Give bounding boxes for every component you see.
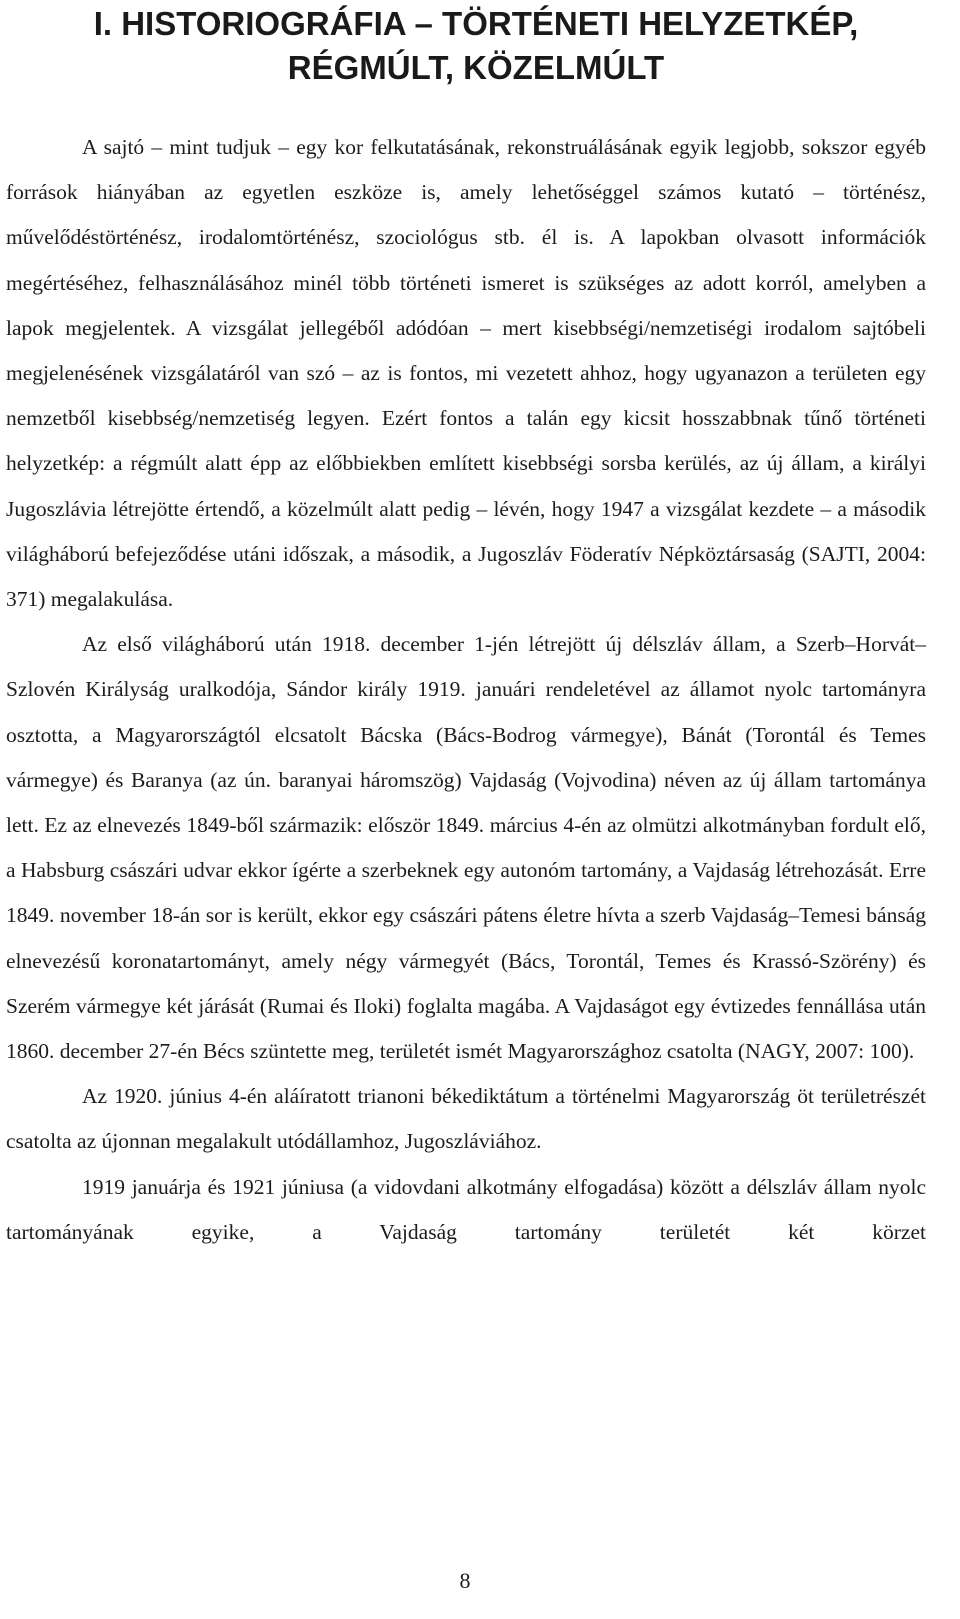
body-text: [6, 125, 926, 1255]
paragraph-3: Az 1920. június 4-én aláíratott trianoni békediktátum a történelmi Magyarország öt területrészét csatolta az újonnan megalakult utódállamhoz, Jugoszláviához.: [6, 1084, 926, 1154]
chapter-heading-line-1: I. HISTORIOGRÁFIA – TÖRTÉNETI HELYZETKÉP,: [93, 5, 859, 42]
chapter-heading-line-2: RÉGMÚLT, KÖZELMÚLT: [287, 49, 665, 86]
paragraph-1: A sajtó – mint tudjuk – egy kor felkutatásának, rekonstruálásának egyik legjobb, sokszor egyéb források hiányában az egyetlen eszköze is, amely lehetőséggel számos kutató – történész, művelődéstörténész, irodalomtörténész, szociológus stb. él is. A lapokban olvasott információk megértéséhez, felhasználásához minél több történeti ismeret is szükséges az adott korról, amelyben a lapok megjelentek. A vizsgálat jellegéből adódóan – mert kisebbségi/nemzetiségi irodalom sajtóbeli megjelenésének vizsgálatáról van szó – az is fontos, mi vezetett ahhoz, hogy ugyanazon a területen egy nemzetből kisebbség/nemzetiség legyen. Ezért fontos a talán egy kicsit hosszabbnak tűnő történeti helyzetkép: a régmúlt alatt épp az előbbiekben említett kisebbségi sorsba kerülés, az új állam, a királyi Jugoszlávia létrejötte értendő, a közelmúlt alatt pedig – lévén, hogy 1947 a vizsgálat kezdete – a második világháború befejeződése utáni időszak, a második, a Jugoszláv Föderatív Népköztársaság (SAJTI, 2004: 371) megalakulása.: [6, 135, 926, 612]
page-number: 8: [459, 1568, 471, 1593]
paragraph-2: Az első világháború után 1918. december 1-jén létrejött új délszláv állam, a Szerb–Horvát–Szlovén Királyság uralkodója, Sándor király 1919. januári rendeletével az államot nyolc tartományra osztotta, a Magyarországtól elcsatolt Bácska (Bács-Bodrog vármegye), Bánát (Torontál és Temes vármegye) és Baranya (az ún. baranyai háromszög) Vajdaság (Vojvodina) néven az új állam tartománya lett. Ez az elnevezés 1849-ből származik: először 1849. március 4-én az olmützi alkotmányban fordult elő, a Habsburg császári udvar ekkor ígérte a szerbeknek egy autonóm tartomány, a Vajdaság létrehozását. Erre 1849. november 18-án sor is került, ekkor egy császári pátens életre hívta a szerb Vajdaság–Temesi bánság elnevezésű koronatartományt, amely négy vármegyét (Bács, Torontál, Temes és Krassó-Szörény) és Szerém vármegye két járását (Rumai és Iloki) foglalta magába. A Vajdaságot egy évtizedes fennállása után 1860. december 27-én Bécs szüntette meg, területét ismét Magyarországhoz csatolta (NAGY, 2007: 100).: [6, 632, 926, 1064]
paragraph-4: 1919 januárja és 1921 júniusa (a vidovdani alkotmány elfogadása) között a délszláv állam nyolc tartományának egyike, a Vajdaság tartomány területét két körzet: [6, 1174, 926, 1244]
chapter-heading: [0, 2, 952, 90]
